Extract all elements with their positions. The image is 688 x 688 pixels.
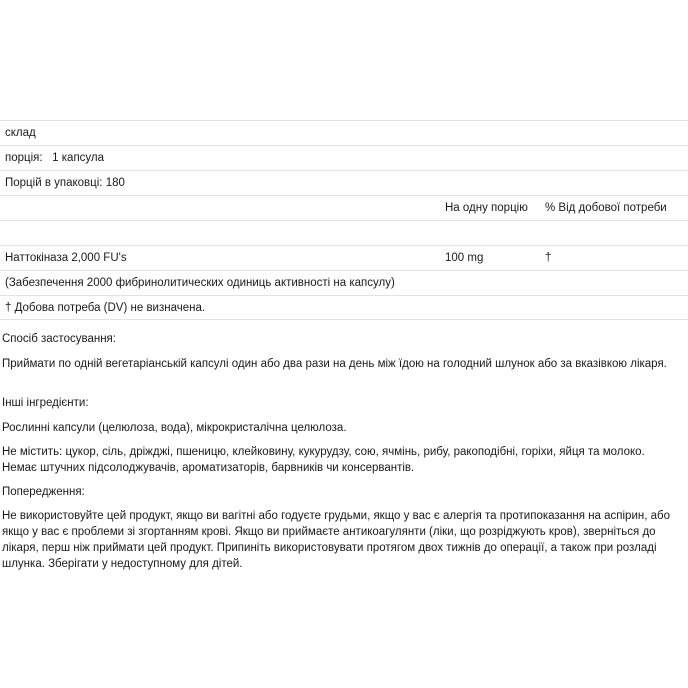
serving-size: порція: 1 капсула	[5, 152, 105, 164]
usage-text: Приймати по одній вегетаріанській капсулі один або два рази на день між їдою на голодний шлунок або за вказівкою лікаря.	[2, 358, 667, 370]
free-of-text	[2, 444, 686, 476]
servings-per-container: Порцій в упаковці: 180	[5, 177, 125, 189]
other-ingredients-heading: Інші інгредієнти:	[2, 397, 89, 409]
ingredient-name: Наттокіназа 2,000 FU's	[5, 252, 127, 264]
facts-row-serving-size	[0, 145, 688, 170]
facts-row-servings	[0, 170, 688, 195]
facts-row-dv-note	[0, 295, 688, 320]
warnings-text: Не використовуйте цей продукт, якщо ви вагітні або годуєте грудьми, якщо у вас є алергія та протипоказання на аспірин, або якщо у вас є проблеми зі згортанням крові. Якщо ви приймаєте антикоагулянти (ліки, що розріджують кров), зверніться до лікаря, перш ніж приймати цей продукт. Припиніть використовувати протягом двох тижнів до операції, а також при розладі шлунка. Зберігати у недоступному для дітей.	[2, 510, 670, 570]
facts-row-ingredient	[0, 245, 688, 270]
header-amount-per-serving: На одну порцію	[445, 202, 528, 214]
supplement-facts-table	[0, 120, 688, 320]
facts-row-header	[0, 195, 688, 220]
header-daily-value: % Від добової потреби	[545, 202, 667, 214]
facts-row-spacer	[0, 220, 688, 245]
free-of-line-1: Не містить: цукор, сіль, дріжджі, пшеницю, клейковину, кукурудзу, сою, ячмінь, рибу, ракоподібні, горіхи, яйця та молоко.	[2, 446, 645, 458]
warnings-heading: Попередження:	[2, 486, 85, 498]
facts-row-ingredient-note	[0, 270, 688, 295]
ingredient-amount: 100 mg	[445, 252, 484, 264]
ingredient-daily-value: †	[545, 252, 552, 264]
free-of-line-2: Немає штучних підсолоджувачів, ароматизаторів, барвників чи консервантів.	[2, 462, 415, 474]
facts-row-title	[0, 120, 688, 145]
daily-value-note: † Добова потреба (DV) не визначена.	[5, 302, 206, 314]
ingredient-note: (Забезпечення 2000 фибринолитических одиниць активності на капсулу)	[5, 277, 395, 289]
other-ingredients-text: Рослинні капсули (целюлоза, вода), мікрокристалічна целюлоза.	[2, 422, 347, 434]
facts-title: склад	[5, 127, 36, 139]
usage-heading: Спосіб застосування:	[2, 333, 116, 345]
